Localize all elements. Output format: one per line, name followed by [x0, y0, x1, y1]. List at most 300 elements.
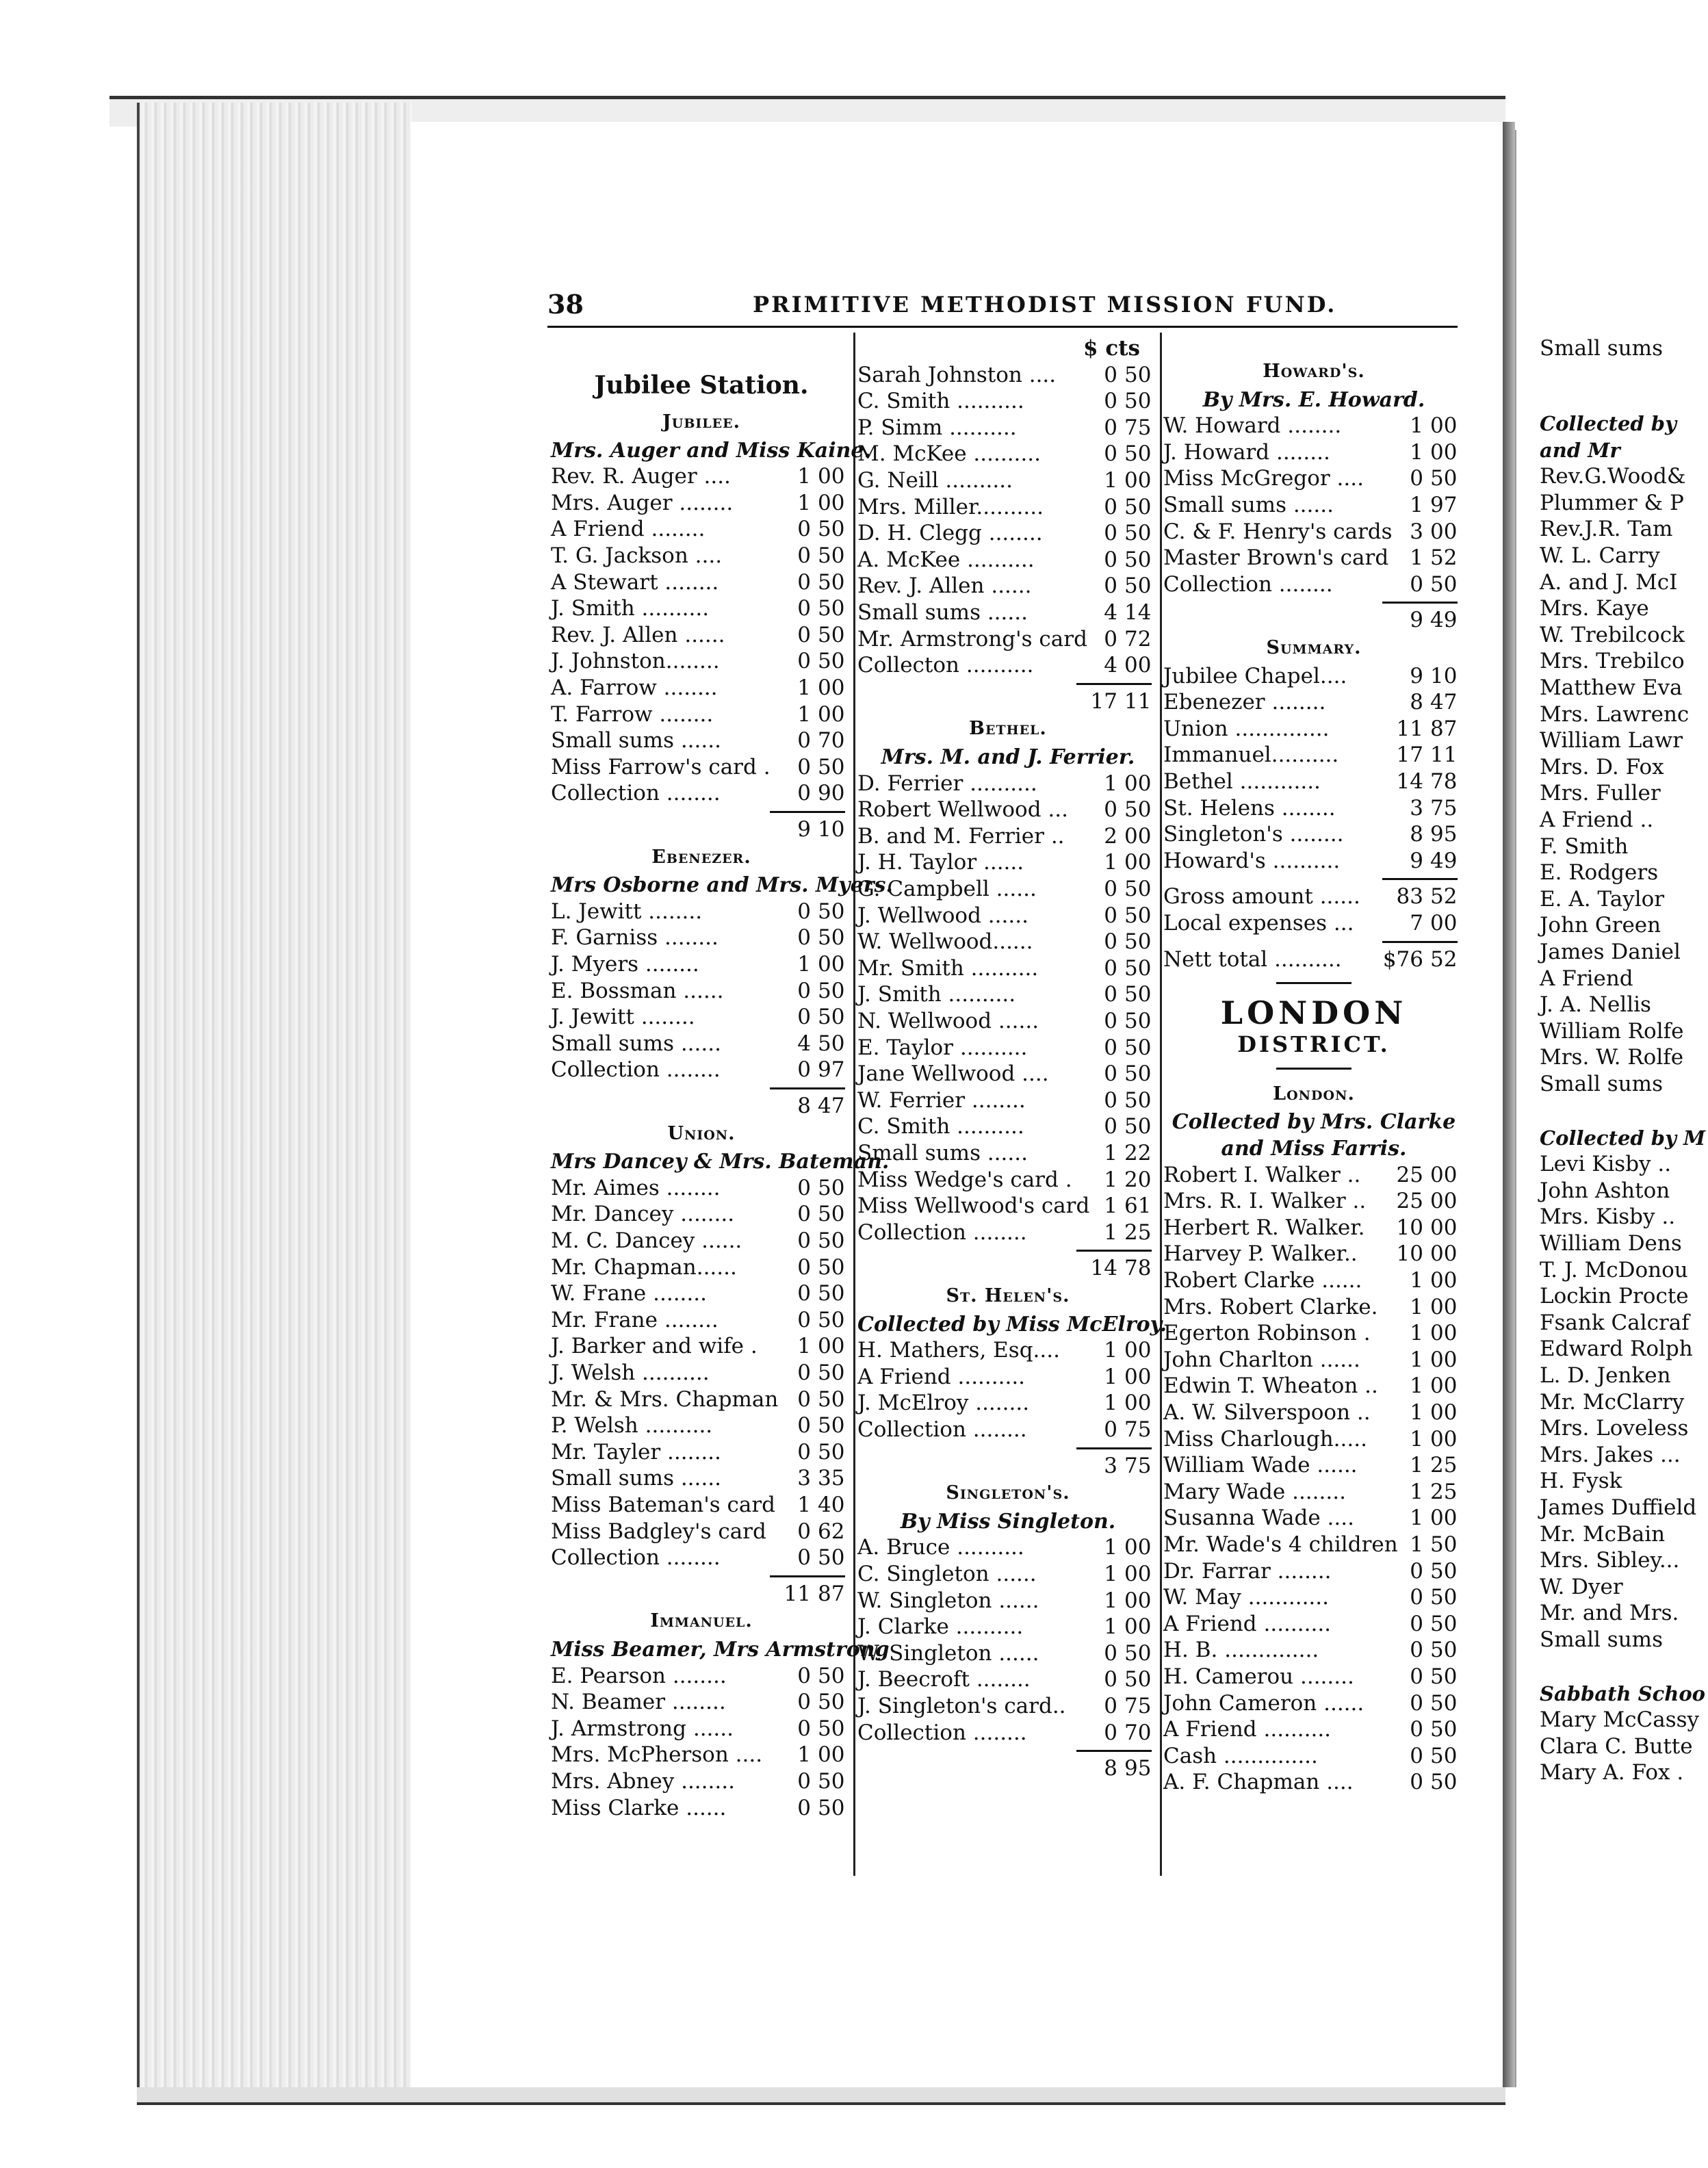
entry-row — [857, 1364, 1159, 1390]
next-page-line: Levi Kisby .. — [1540, 1152, 1672, 1177]
entry-row — [857, 1640, 1159, 1666]
entry-row — [857, 1087, 1159, 1113]
amount-cents: 50 — [818, 1281, 845, 1306]
amount-cents: 90 — [818, 781, 845, 806]
amount-dollars: 2 — [1104, 823, 1117, 849]
amount-dollars: 8 — [1104, 1756, 1117, 1781]
entry-name: Mary Wade ........ — [1163, 1479, 1346, 1504]
entry-row — [857, 520, 1159, 546]
amount-cents: 75 — [1124, 415, 1152, 440]
entry-name: Mr. & Mrs. Chapman — [551, 1386, 779, 1412]
entry-row — [1163, 1241, 1464, 1267]
amount-dollars: 0 — [1410, 1585, 1423, 1610]
entry-name: E. Bossman ...... — [551, 978, 724, 1003]
entry-row — [551, 463, 852, 489]
amount-cents: 50 — [818, 899, 845, 924]
next-page-line: F. Smith — [1540, 834, 1629, 859]
amount-dollars: 0 — [797, 649, 811, 674]
amount-dollars: 0 — [1104, 1035, 1117, 1060]
entry-name: J. Clarke .......... — [857, 1614, 1024, 1640]
amount-dollars: 4 — [1104, 600, 1117, 625]
entry-name: E. Taylor .......... — [857, 1035, 1028, 1060]
entry-name: W. Howard ........ — [1163, 413, 1342, 439]
entry-row — [1163, 1320, 1464, 1346]
amount-dollars: 10 — [1396, 1215, 1423, 1240]
next-page-line: William Lawr — [1540, 728, 1683, 753]
amount-cents: 50 — [818, 1254, 845, 1280]
next-page-line: J. A. Nellis — [1540, 992, 1651, 1018]
amount-dollars: 0 — [797, 1439, 811, 1464]
entry-name: Mr. Aimes ........ — [551, 1175, 721, 1200]
amount-cents: 00 — [818, 675, 845, 700]
entry-row — [551, 1175, 852, 1201]
amount-dollars: 1 — [1104, 1193, 1117, 1219]
amount-dollars: 3 — [1410, 519, 1423, 544]
section-heading: Bethel. — [969, 718, 1047, 740]
amount-cents: 50 — [1430, 1770, 1458, 1795]
next-page-line: Mr. McClarry — [1540, 1389, 1685, 1415]
amount-dollars: 0 — [1104, 1087, 1117, 1113]
section-heading: London. — [1273, 1083, 1355, 1105]
next-page-line: John Ashton — [1540, 1178, 1670, 1203]
amount-cents: 50 — [1124, 797, 1152, 823]
amount-dollars: 0 — [797, 1386, 811, 1412]
entry-row — [857, 626, 1159, 652]
entry-row — [1163, 1215, 1464, 1241]
entry-name: G. Campbell ...... — [857, 877, 1037, 901]
amount-cents: 50 — [818, 569, 845, 595]
amount-cents: 50 — [818, 649, 845, 674]
amount-dollars: 0 — [797, 899, 811, 924]
entry-name: Harvey P. Walker.. — [1163, 1241, 1358, 1267]
entry-row — [857, 652, 1159, 678]
entry-row — [857, 1588, 1159, 1614]
subtotal-rule — [1076, 1447, 1152, 1449]
entry-name: Small sums ...... — [551, 1466, 721, 1491]
entry-row — [551, 816, 852, 842]
section-heading: Ebenezer. — [651, 846, 751, 868]
amount-dollars: 1 — [1410, 545, 1423, 571]
collector-line: Miss Beamer, Mrs Armstrong — [551, 1638, 890, 1662]
amount-cents: 50 — [1430, 1743, 1458, 1768]
amount-cents: 50 — [818, 1005, 845, 1030]
amount-cents: 50 — [1124, 982, 1152, 1007]
entry-name: G. Neill .......... — [857, 468, 1013, 493]
amount-dollars: 1 — [1104, 468, 1117, 493]
entry-name: J. Smith .......... — [551, 596, 710, 621]
amount-cents: 49 — [1430, 608, 1458, 633]
entry-row — [1163, 1532, 1464, 1558]
entry-row — [857, 1255, 1159, 1281]
amount-cents: 00 — [1124, 1535, 1152, 1560]
entry-name: W. Singleton ...... — [857, 1640, 1039, 1666]
section-heading: Singleton's. — [946, 1482, 1070, 1504]
entry-row — [1163, 1479, 1464, 1505]
entry-name: D. H. Clegg ........ — [857, 521, 1043, 546]
amount-cents: 50 — [1430, 466, 1458, 491]
amount-dollars: 0 — [1104, 797, 1117, 823]
entry-row — [551, 1360, 852, 1386]
entry-name: Collection ........ — [857, 1417, 1027, 1442]
next-page-line: Mrs. Sibley... — [1540, 1548, 1680, 1573]
section-heading: Jubilee. — [662, 411, 740, 433]
entry-row — [1163, 1743, 1464, 1769]
entry-row — [1163, 519, 1464, 545]
entry-row — [857, 1453, 1159, 1479]
entry-row — [551, 543, 852, 569]
entry-name: A. W. Silverspoon .. — [1163, 1400, 1371, 1425]
amount-cents: 50 — [1124, 441, 1152, 467]
next-page-line: Small sums — [1540, 336, 1663, 361]
next-page-line: W. Trebilcock — [1540, 622, 1685, 647]
amount-cents: 50 — [1124, 1667, 1152, 1692]
collector-line: Collected by Miss McElroy. — [857, 1312, 1167, 1337]
currency-header: $ cts — [1083, 336, 1141, 361]
amount-cents: 25 — [1124, 1220, 1152, 1245]
next-page-line: Plummer & P — [1540, 490, 1684, 515]
entry-row — [1163, 1267, 1464, 1293]
entry-row — [857, 441, 1159, 467]
amount-dollars: 0 — [797, 569, 811, 595]
next-page-line: H. Fysk — [1540, 1469, 1622, 1494]
amount-dollars: 0 — [1104, 929, 1117, 955]
next-page-line: James Daniel — [1540, 940, 1681, 964]
entry-name: Miss Badgley's card — [551, 1519, 766, 1544]
amount-cents: 00 — [1430, 1400, 1458, 1425]
entry-name: Collection ........ — [551, 1057, 721, 1083]
entry-name: Rev. J. Allen ...... — [857, 573, 1032, 599]
amount-cents: 50 — [1124, 877, 1152, 901]
amount-cents: 00 — [1124, 1391, 1152, 1416]
entry-name: Edwin T. Wheaton .. — [1163, 1373, 1378, 1399]
amount-cents: 00 — [1430, 1426, 1458, 1451]
entry-row — [857, 688, 1159, 714]
entry-row — [857, 955, 1159, 981]
next-page-line: T. J. McDonou — [1540, 1257, 1688, 1282]
entry-name: J. Armstrong ...... — [551, 1716, 734, 1741]
entry-name: W. May ............ — [1163, 1585, 1329, 1610]
amount-dollars: 0 — [797, 1769, 811, 1794]
entry-row — [857, 876, 1159, 902]
amount-cents: 11 — [1124, 688, 1152, 714]
entry-name: Miss Charlough..... — [1163, 1426, 1367, 1451]
entry-row — [1163, 1188, 1464, 1214]
entry-row — [551, 1254, 852, 1280]
entry-name: A Friend .......... — [1163, 1717, 1332, 1742]
amount-cents: 47 — [1430, 690, 1458, 715]
collector-line: Collected by Mrs. Clarke — [1172, 1110, 1456, 1135]
entry-name: C. Singleton ...... — [857, 1562, 1037, 1586]
entry-row — [857, 1193, 1159, 1219]
entry-row — [551, 1201, 852, 1227]
entry-row — [857, 1755, 1159, 1781]
amount-dollars: 17 — [1396, 743, 1423, 768]
amount-cents: 14 — [1124, 600, 1152, 625]
amount-dollars: 0 — [797, 1519, 811, 1544]
next-page-line: Mrs. Fuller — [1540, 781, 1661, 806]
entry-row — [1163, 1452, 1464, 1478]
amount-dollars: 1 — [1410, 1268, 1423, 1293]
next-page-line: James Duffield — [1540, 1495, 1697, 1520]
amount-cents: 35 — [818, 1466, 845, 1491]
amount-dollars: 1 — [797, 1334, 811, 1359]
amount-dollars: 0 — [797, 1202, 811, 1227]
page-header-title: PRIMITIVE METHODIST MISSION FUND. — [753, 292, 1337, 318]
entry-row — [1163, 439, 1464, 465]
next-page-line: A. and J. McI — [1540, 569, 1678, 595]
amount-dollars: 1 — [1104, 1220, 1117, 1245]
amount-dollars: 0 — [1104, 1640, 1117, 1666]
entry-row — [857, 1140, 1159, 1166]
next-page-line: Collected by M — [1540, 1126, 1706, 1150]
entry-name: J. Welsh .......... — [551, 1360, 710, 1385]
entry-row — [1163, 1611, 1464, 1637]
next-page-line: Mrs. Kaye — [1540, 596, 1649, 621]
amount-cents: 00 — [818, 701, 845, 727]
entry-name: J. Barker and wife . — [551, 1334, 758, 1359]
entry-name: J. McElroy ........ — [857, 1391, 1030, 1416]
amount-dollars: 0 — [1104, 982, 1117, 1007]
entry-name: Mrs. Robert Clarke. — [1163, 1294, 1378, 1319]
entry-row — [551, 516, 852, 542]
amount-dollars: 25 — [1396, 1162, 1423, 1187]
entry-name: B. and M. Ferrier .. — [857, 823, 1065, 849]
entry-row — [857, 599, 1159, 625]
entry-name: Herbert R. Walker. — [1163, 1215, 1365, 1240]
subtotal-rule — [1076, 1250, 1152, 1252]
amount-dollars: 3 — [1104, 1453, 1117, 1478]
next-page-line: Rev.G.Wood& — [1540, 464, 1686, 489]
amount-cents: 50 — [1124, 903, 1152, 928]
next-page-line: Mrs. D. Fox — [1540, 754, 1664, 779]
amount-dollars: 8 — [797, 1094, 811, 1118]
amount-cents: 50 — [818, 1545, 845, 1571]
entry-name: Small sums ...... — [1163, 493, 1334, 517]
amount-cents: 52 — [1430, 946, 1458, 972]
amount-cents: 25 — [1430, 1479, 1458, 1504]
entry-name: Nett total .......... — [1163, 946, 1342, 972]
entry-name: Mr. Smith .......... — [857, 955, 1039, 981]
subtotal-rule — [770, 1575, 845, 1577]
amount-dollars: 0 — [1104, 521, 1117, 546]
entry-name: Collection ........ — [551, 1545, 721, 1571]
entry-name: Robert I. Walker .. — [1163, 1162, 1361, 1187]
entry-name: Howard's .......... — [1163, 848, 1341, 873]
entry-row — [551, 1716, 852, 1742]
entry-name: Jane Wellwood .... — [857, 1061, 1049, 1087]
entry-row — [1163, 1505, 1464, 1531]
entry-name: A. McKee .......... — [857, 547, 1035, 572]
entry-name: Singleton's ........ — [1163, 822, 1344, 847]
amount-dollars: 0 — [1410, 1770, 1423, 1795]
entry-row — [551, 648, 852, 674]
entry-row — [857, 849, 1159, 875]
amount-dollars: 1 — [797, 1742, 811, 1768]
amount-dollars: 25 — [1396, 1189, 1423, 1214]
entry-row — [1163, 848, 1464, 874]
amount-dollars: 1 — [1410, 413, 1423, 439]
amount-cents: 10 — [818, 817, 845, 842]
entry-row — [551, 1031, 852, 1057]
section-heading: Summary. — [1266, 637, 1362, 658]
entry-name: Miss Clarke ...... — [551, 1795, 727, 1820]
amount-dollars: 1 — [1410, 1400, 1423, 1425]
amount-dollars: 0 — [797, 925, 811, 951]
entry-row — [551, 1795, 852, 1821]
entry-row — [857, 981, 1159, 1007]
entry-row — [551, 899, 852, 925]
entry-row — [1163, 1426, 1464, 1452]
amount-cents: 50 — [818, 978, 845, 1003]
amount-dollars: 0 — [797, 622, 811, 647]
amount-cents: 00 — [1430, 1189, 1458, 1214]
entry-name: T. Farrow ........ — [551, 701, 714, 727]
amount-dollars: 0 — [1410, 1638, 1423, 1663]
entry-row — [857, 903, 1159, 929]
amount-dollars: 0 — [797, 1716, 811, 1741]
entry-row — [857, 771, 1159, 797]
next-page-line: W. L. Carry — [1540, 543, 1660, 568]
amount-dollars: 4 — [1104, 653, 1117, 678]
amount-dollars: 1 — [1410, 1426, 1423, 1451]
section-heading: Howard's. — [1263, 361, 1365, 382]
entry-name: John Cameron ...... — [1163, 1690, 1364, 1716]
amount-dollars: 9 — [1410, 608, 1423, 633]
entry-row — [551, 490, 852, 516]
entry-name: J. Singleton's card.. — [857, 1694, 1066, 1718]
entry-row — [551, 1280, 852, 1306]
entry-row — [1163, 492, 1464, 518]
amount-dollars: 0 — [797, 1360, 811, 1385]
next-page-line: W. Dyer — [1540, 1574, 1623, 1599]
entry-row — [1163, 946, 1464, 972]
entry-name: Mr. Dancey ........ — [551, 1202, 735, 1227]
amount-dollars: 0 — [797, 517, 811, 542]
entry-row — [857, 415, 1159, 441]
amount-cents: 75 — [1430, 795, 1458, 821]
next-page-line: and Mr — [1540, 438, 1620, 462]
entry-row — [857, 1337, 1159, 1363]
entry-row — [857, 388, 1159, 414]
amount-dollars: 0 — [1104, 441, 1117, 467]
entry-name: Bethel ............ — [1163, 769, 1321, 794]
entry-name: Union .............. — [1163, 716, 1330, 741]
amount-cents: 50 — [818, 1413, 845, 1438]
amount-dollars: 0 — [797, 596, 811, 621]
amount-dollars: 0 — [1410, 1743, 1423, 1768]
entry-row — [1163, 663, 1464, 689]
entry-name: Dr. Farrar ........ — [1163, 1558, 1332, 1584]
entry-name: Rev. J. Allen ...... — [551, 622, 725, 647]
amount-dollars: 0 — [797, 754, 811, 779]
amount-dollars: 7 — [1410, 911, 1423, 935]
amount-dollars: 1 — [1410, 1321, 1423, 1346]
next-page-line: Small sums — [1540, 1072, 1663, 1096]
entry-row — [857, 1666, 1159, 1692]
amount-cents: 70 — [818, 728, 845, 753]
amount-dollars: 1 — [1410, 439, 1423, 465]
amount-dollars: 1 — [1104, 1588, 1117, 1613]
amount-cents: 95 — [1430, 822, 1458, 847]
entry-row — [551, 951, 852, 977]
entry-row — [857, 1113, 1159, 1139]
entry-row — [1163, 1769, 1464, 1795]
entry-row — [551, 727, 852, 753]
amount-cents: 50 — [1124, 1061, 1152, 1087]
entry-name: Susanna Wade .... — [1163, 1506, 1354, 1531]
entry-row — [1163, 465, 1464, 491]
amount-cents: 50 — [1124, 1640, 1152, 1666]
amount-dollars: 0 — [1104, 1694, 1117, 1718]
amount-dollars: 0 — [1410, 1690, 1423, 1716]
amount-dollars: 0 — [797, 1663, 811, 1688]
amount-cents: 00 — [1124, 771, 1152, 796]
amount-dollars: 0 — [797, 1690, 811, 1715]
amount-cents: 25 — [1430, 1453, 1458, 1478]
amount-cents: 00 — [818, 952, 845, 977]
subtotal-rule — [770, 811, 845, 813]
entry-row — [1163, 1399, 1464, 1425]
amount-dollars: 1 — [1410, 1347, 1423, 1372]
next-page-line: Edward Rolph — [1540, 1337, 1693, 1362]
amount-cents: 00 — [1430, 519, 1458, 544]
amount-cents: 50 — [1430, 571, 1458, 597]
amount-cents: 00 — [1124, 468, 1152, 493]
amount-cents: 00 — [1124, 823, 1152, 849]
entry-row — [1163, 910, 1464, 936]
entry-name: Mr. Wade's 4 children — [1163, 1532, 1398, 1557]
entry-row — [1163, 883, 1464, 909]
entry-row — [551, 701, 852, 727]
entry-name: Gross amount ...... — [1163, 884, 1360, 909]
amount-dollars: 0 — [1104, 1417, 1117, 1442]
entry-name: Small sums ...... — [857, 600, 1028, 625]
amount-dollars: 0 — [1104, 389, 1117, 414]
subtotal-rule — [1076, 1750, 1152, 1752]
amount-cents: 50 — [818, 1031, 845, 1056]
amount-cents: 87 — [1430, 716, 1458, 741]
section-rule — [1276, 982, 1351, 984]
next-page-line: Mary McCassy — [1540, 1707, 1700, 1733]
amount-dollars: 0 — [797, 1545, 811, 1571]
entry-row — [1163, 795, 1464, 821]
next-page-line: A Friend — [1540, 966, 1633, 991]
entry-row — [857, 1008, 1159, 1034]
entry-name: Mr. Frane ........ — [551, 1307, 719, 1332]
entry-row — [551, 569, 852, 595]
entry-row — [551, 1742, 852, 1768]
entry-row — [551, 1228, 852, 1254]
amount-dollars: 1 — [1104, 850, 1117, 875]
entry-row — [551, 1439, 852, 1465]
amount-cents: 50 — [818, 1386, 845, 1412]
collector-line: Mrs. Auger and Miss Kaine. — [551, 438, 871, 463]
amount-cents: 50 — [1124, 389, 1152, 414]
entry-name: Small sums ...... — [551, 1031, 721, 1056]
amount-dollars: 1 — [1104, 1535, 1117, 1560]
entry-name: Miss Farrow's card . — [551, 754, 771, 779]
next-page-line: Mrs. Lawrenc — [1540, 701, 1690, 727]
entry-name: F. Garniss ........ — [551, 925, 719, 951]
next-page-line: Mr. McBain — [1540, 1521, 1666, 1547]
entry-name: A. F. Chapman .... — [1163, 1770, 1354, 1795]
entry-name: Mrs. Auger ........ — [551, 490, 734, 515]
amount-cents: 00 — [1430, 1347, 1458, 1372]
entry-name: William Wade ...... — [1163, 1453, 1358, 1478]
entry-row — [857, 929, 1159, 955]
amount-cents: 50 — [1124, 521, 1152, 546]
entry-row — [857, 1614, 1159, 1640]
